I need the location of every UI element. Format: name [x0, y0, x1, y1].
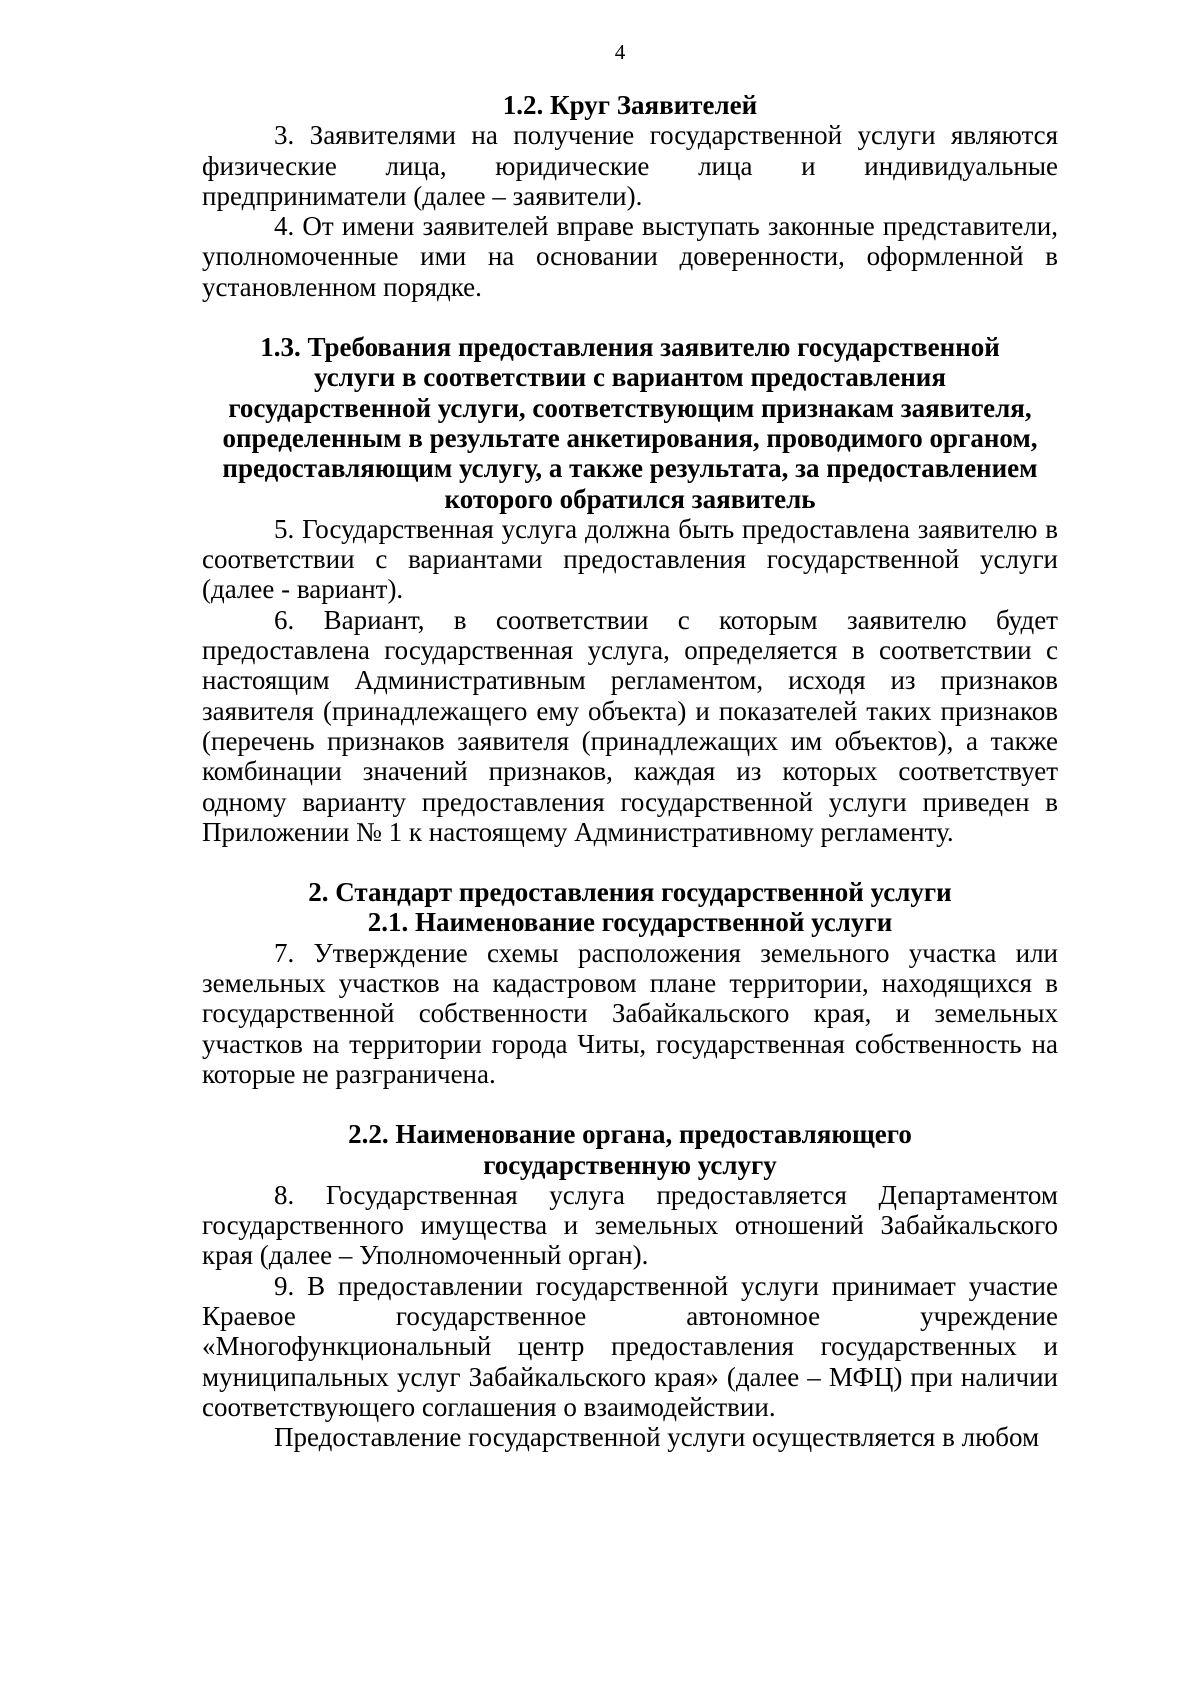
paragraph: 5. Государственная услуга должна быть предоставлена заявителю в соответствии с вариантами предоставления государственной услуги (далее - вариант). — [202, 513, 1058, 605]
paragraph: 3. Заявителями на получение государственной услуги являются физические лица, юридические лица и индивидуальные предприниматели (далее – заявители). — [202, 120, 1058, 211]
section-heading: 2. Стандарт предоставления государственной услуги — [308, 877, 952, 908]
section-spacer — [202, 1089, 1058, 1119]
section-2-2 — [202, 1119, 1058, 1452]
section-spacer — [202, 302, 1058, 332]
page-number: 4 — [614, 40, 626, 64]
document-body — [202, 90, 1058, 1452]
section-heading: 2.2. Наименование органа, предоставляющего государственную услугу — [348, 1119, 912, 1180]
paragraph: Предоставление государственной услуги осуществляется в любом — [274, 1422, 1040, 1453]
section-spacer — [202, 847, 1058, 877]
section-2 — [202, 877, 1058, 1089]
paragraph: 9. В предоставлении государственной услуги принимает участие Краевое государственное автономное учреждение «Многофункциональный центр предоставления государственных и муниципальных услуг Забайкальского края» (далее – МФЦ) при наличии соответствующего соглашения о взаимодействии. — [202, 1270, 1058, 1422]
section-heading: 1.3. Требования предоставления заявителю государственной услуги в соответствии с вариантом предоставления государственной услуги, соответствующим признакам заявителя, определенным в результате анкетирования, проводимого органом, предоставляющим услугу, а также результата, за предоставлением которого обратился заявитель — [222, 332, 1038, 514]
section-heading: 1.2. Круг Заявителей — [502, 90, 758, 120]
paragraph: 4. От имени заявителей вправе выступать законные представители, уполномоченные ими на основании доверенности, оформленной в установленном порядке. — [202, 211, 1058, 302]
section-subheading: 2.1. Наименование государственной услуги — [367, 907, 893, 938]
section-1-3 — [202, 332, 1058, 847]
paragraph: 8. Государственная услуга предоставляется Департаментом государственного имущества и земельных отношений Забайкальского края (далее – Уполномоченный орган). — [202, 1179, 1058, 1271]
paragraph: 6. Вариант, в соответствии с которым заявителю будет предоставлена государственная услуга, определяется в соответствии с настоящим Административным регламентом, исходя из признаков заявителя (принадлежащего ему объекта) и показателей таких признаков (перечень признаков заявителя (принадлежащих им объектов), а также комбинации значений признаков, каждая из которых соответствует одному варианту предоставления государственной услуги приведен в Приложении № 1 к настоящему Административному регламенту. — [202, 604, 1058, 847]
paragraph: 7. Утверждение схемы расположения земельного участка или земельных участков на кадастровом плане территории, находящихся в государственной собственности Забайкальского края, и земельных участков на территории города Читы, государственная собственность на которые не разграничена. — [202, 937, 1058, 1089]
section-1-2 — [202, 90, 1058, 302]
